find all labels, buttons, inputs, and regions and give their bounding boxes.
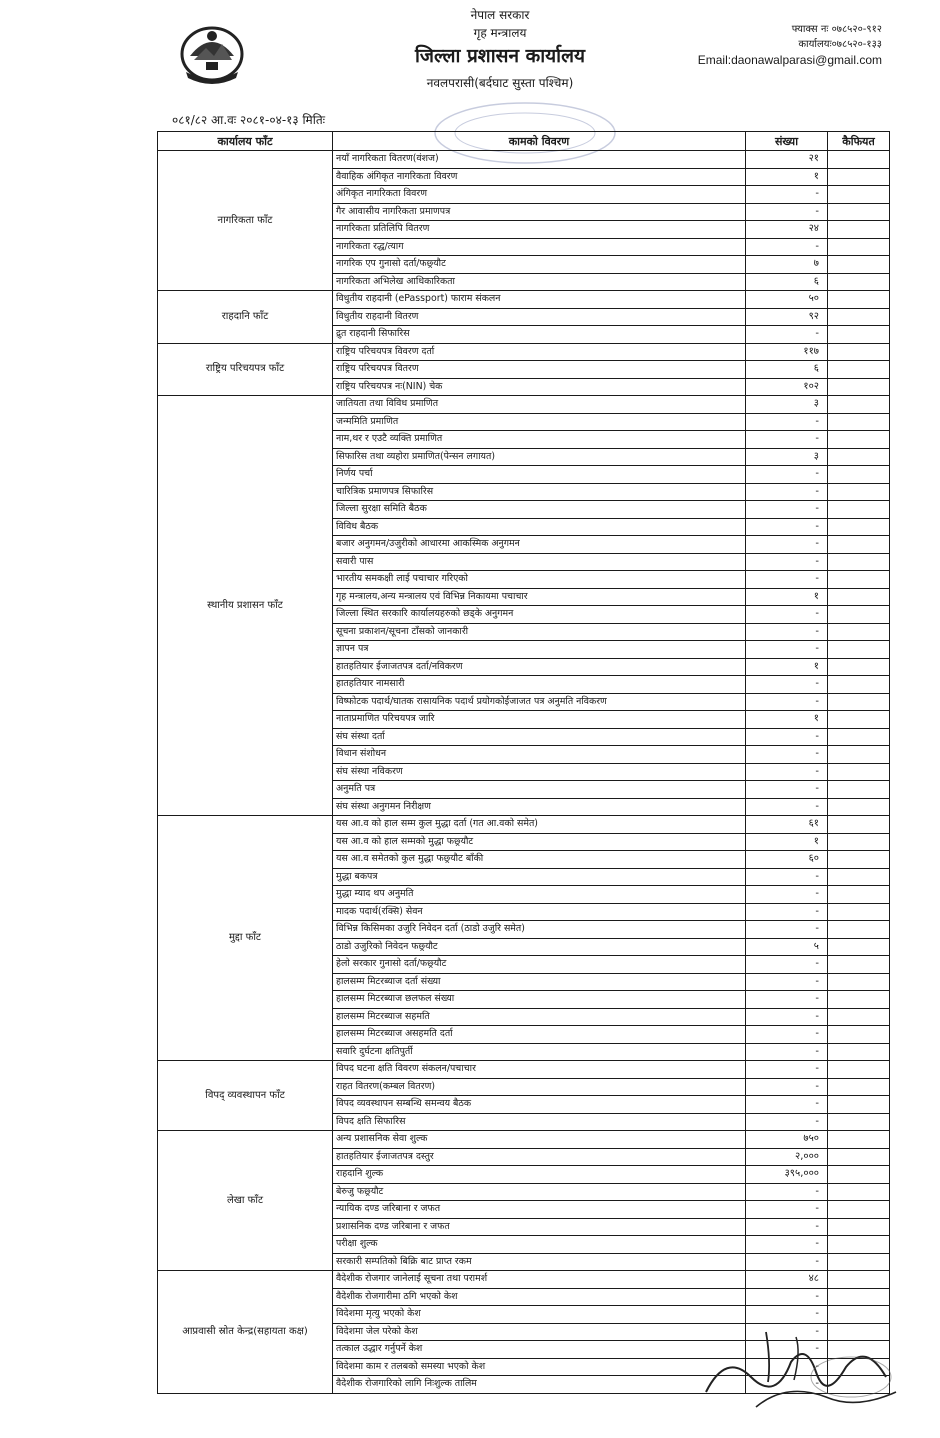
remarks-cell	[828, 571, 890, 589]
government-name: नेपाल सरकार	[470, 8, 530, 22]
count-cell: -	[746, 868, 828, 886]
description-cell: हेलो सरकार गुनासो दर्ता/फछ्र्यौट	[333, 956, 746, 974]
remarks-cell	[828, 1043, 890, 1061]
count-cell: -	[746, 606, 828, 624]
column-header-description: कामको विवरण	[333, 132, 746, 151]
count-cell: -	[746, 1096, 828, 1114]
count-cell: ६०	[746, 851, 828, 869]
remarks-cell	[828, 1061, 890, 1079]
description-cell: यस आ.व को हाल सम्मको मुद्धा फछ्र्यौट	[333, 833, 746, 851]
description-cell: विष्फोटक पदार्थ/घातक रासायनिक पदार्थ प्रयोगकोईजाजत पत्र अनुमति नविकरण	[333, 693, 746, 711]
description-cell: नागरिक एप गुनासो दर्ता/फछ्र्यौट	[333, 256, 746, 274]
count-cell: ७	[746, 256, 828, 274]
count-cell: -	[746, 903, 828, 921]
table-row	[158, 343, 890, 361]
description-cell: विधुतीय राहदानी वितरण	[333, 308, 746, 326]
remarks-cell	[828, 816, 890, 834]
section-name-cell: आप्रवासी स्रोत केन्द्र(सहायता कक्ष)	[158, 1271, 333, 1394]
section-name-cell: विपद् व्यवस्थापन फाँट	[158, 1061, 333, 1131]
column-header-section: कार्यालय फाँट	[158, 132, 333, 151]
description-cell: बेरुजु फछ्र्यौट	[333, 1183, 746, 1201]
remarks-cell	[828, 1078, 890, 1096]
remarks-cell	[828, 1201, 890, 1219]
count-cell: -	[746, 326, 828, 344]
table-row	[158, 151, 890, 169]
reference-line: ०८१/८२ आ.वः २०८१-०४-१३ मितिः	[172, 113, 326, 127]
count-cell: -	[746, 623, 828, 641]
remarks-cell	[828, 326, 890, 344]
count-cell: ३९५,०००	[746, 1166, 828, 1184]
count-cell: -	[746, 466, 828, 484]
description-cell: राष्ट्रिय परिचयपत्र नः(NIN) चेक	[333, 378, 746, 396]
count-cell: १	[746, 833, 828, 851]
contact-info	[660, 22, 882, 68]
remarks-cell	[828, 238, 890, 256]
remarks-cell	[828, 308, 890, 326]
remarks-cell	[828, 273, 890, 291]
description-cell: हातहतियार ईजाजतपत्र दर्ता/नविकरण	[333, 658, 746, 676]
count-cell: -	[746, 991, 828, 1009]
remarks-cell	[828, 658, 890, 676]
count-cell: -	[746, 1341, 828, 1359]
remarks-cell	[828, 781, 890, 799]
remarks-cell	[828, 501, 890, 519]
remarks-cell	[828, 396, 890, 414]
remarks-cell	[828, 588, 890, 606]
count-cell: -	[746, 203, 828, 221]
remarks-cell	[828, 1148, 890, 1166]
count-cell: ५०	[746, 291, 828, 309]
description-cell: चारित्रिक प्रमाणपत्र सिफारिस	[333, 483, 746, 501]
description-cell: नागरिकता प्रतिलिपि वितरण	[333, 221, 746, 239]
description-cell: अन्य प्रशासनिक सेवा शुल्क	[333, 1131, 746, 1149]
description-cell: संघ संस्था नविकरण	[333, 763, 746, 781]
description-cell: विपद क्षति सिफारिस	[333, 1113, 746, 1131]
report-table-wrapper	[157, 131, 889, 1394]
district-name: नवलपरासी(बर्दघाट सुस्ता पश्चिम)	[426, 76, 574, 90]
remarks-cell	[828, 1113, 890, 1131]
count-cell: ६	[746, 361, 828, 379]
count-cell: -	[746, 746, 828, 764]
section-name-cell: मुद्दा फाँट	[158, 816, 333, 1061]
count-cell: ५	[746, 938, 828, 956]
description-cell: सवारी पास	[333, 553, 746, 571]
remarks-cell	[828, 676, 890, 694]
remarks-cell	[828, 553, 890, 571]
remarks-cell	[828, 1183, 890, 1201]
table-row	[158, 1131, 890, 1149]
description-cell: परीक्षा शुल्क	[333, 1236, 746, 1254]
remarks-cell	[828, 623, 890, 641]
remarks-cell	[828, 1131, 890, 1149]
description-cell: जिल्ला सुरक्षा समिति बैठक	[333, 501, 746, 519]
count-cell: -	[746, 1358, 828, 1376]
remarks-cell	[828, 1253, 890, 1271]
count-cell: -	[746, 1061, 828, 1079]
description-cell: विपद व्यवस्थापन सम्बन्धि समन्वय बैठक	[333, 1096, 746, 1114]
remarks-cell	[828, 641, 890, 659]
count-cell: १	[746, 168, 828, 186]
remarks-cell	[828, 711, 890, 729]
count-cell: -	[746, 1201, 828, 1219]
count-cell: -	[746, 413, 828, 431]
count-cell: -	[746, 571, 828, 589]
description-cell: नागरिकता अभिलेख आधिकारिकता	[333, 273, 746, 291]
description-cell: मुद्धा बकपत्र	[333, 868, 746, 886]
description-cell: विधुतीय राहदानी (ePassport) फाराम संकलन	[333, 291, 746, 309]
count-cell: १	[746, 588, 828, 606]
remarks-cell	[828, 1026, 890, 1044]
remarks-cell	[828, 991, 890, 1009]
table-row	[158, 816, 890, 834]
count-cell: -	[746, 728, 828, 746]
description-cell: संघ संस्था अनुगमन निरीक्षण	[333, 798, 746, 816]
remarks-cell	[828, 343, 890, 361]
description-cell: नाताप्रमाणित परिचयपत्र जारि	[333, 711, 746, 729]
count-cell: -	[746, 1078, 828, 1096]
table-body	[158, 151, 890, 1394]
description-cell: सूचना प्रकाशन/सूचना टाँसको जानकारी	[333, 623, 746, 641]
description-cell: गृह मन्त्रालय,अन्य मन्त्रालय एवं विभिन्न निकायमा पचाचार	[333, 588, 746, 606]
description-cell: सरकारी सम्पतिको बिक्रि बाट प्राप्त रकम	[333, 1253, 746, 1271]
table-row	[158, 1061, 890, 1079]
description-cell: विदेशमा मृत्यु भएको केश	[333, 1306, 746, 1324]
handwritten-signature-icon	[696, 1322, 906, 1422]
count-cell: -	[746, 641, 828, 659]
fax-number: फ्याक्स नः ०७८५२०-९१२	[791, 24, 882, 35]
remarks-cell	[828, 151, 890, 169]
count-cell: -	[746, 973, 828, 991]
remarks-cell	[828, 693, 890, 711]
description-cell: विभिन्न किसिमका उजुरि निवेदन दर्ता (ठाडो उजुरि समेत)	[333, 921, 746, 939]
description-cell: द्रुत राहदानी सिफारिस	[333, 326, 746, 344]
section-name-cell: राहदानि फाँट	[158, 291, 333, 344]
section-name-cell: स्थानीय प्रशासन फाँट	[158, 396, 333, 816]
remarks-cell	[828, 1166, 890, 1184]
remarks-cell	[828, 536, 890, 554]
remarks-cell	[828, 518, 890, 536]
description-cell: नाम,थर र एउटै व्यक्ति प्रमाणित	[333, 431, 746, 449]
remarks-cell	[828, 221, 890, 239]
count-cell: -	[746, 483, 828, 501]
description-cell: राष्ट्रिय परिचयपत्र वितरण	[333, 361, 746, 379]
description-cell: संघ संस्था दर्ता	[333, 728, 746, 746]
count-cell: -	[746, 1376, 828, 1394]
count-cell: ७५०	[746, 1131, 828, 1149]
remarks-cell	[828, 413, 890, 431]
remarks-cell	[828, 186, 890, 204]
remarks-cell	[828, 483, 890, 501]
count-cell: -	[746, 781, 828, 799]
count-cell: १०२	[746, 378, 828, 396]
description-cell: हालसम्म मिटरब्याज असहमति दर्ता	[333, 1026, 746, 1044]
count-cell: ६	[746, 273, 828, 291]
description-cell: वैदेशीक रोजगारीमा ठगि भएको केश	[333, 1288, 746, 1306]
description-cell: हातहतियार नामसारी	[333, 676, 746, 694]
remarks-cell	[828, 431, 890, 449]
description-cell: राहत वितरण(कम्बल वितरण)	[333, 1078, 746, 1096]
table-row	[158, 1271, 890, 1289]
column-header-remarks: कैफियत	[828, 132, 890, 151]
remarks-cell	[828, 1236, 890, 1254]
count-cell: -	[746, 1113, 828, 1131]
description-cell: गैर आवासीय नागरिकता प्रमाणपत्र	[333, 203, 746, 221]
section-name-cell: नागरिकता फाँट	[158, 151, 333, 291]
count-cell: -	[746, 956, 828, 974]
remarks-cell	[828, 938, 890, 956]
table-row	[158, 291, 890, 309]
letterhead	[350, 6, 650, 92]
description-cell: हातहतियार ईजाजतपत्र दस्तुर	[333, 1148, 746, 1166]
description-cell: ज्ञापन पत्र	[333, 641, 746, 659]
count-cell: -	[746, 1183, 828, 1201]
report-table	[157, 131, 890, 1394]
description-cell: अनुमति पत्र	[333, 781, 746, 799]
remarks-cell	[828, 868, 890, 886]
remarks-cell	[828, 1096, 890, 1114]
count-cell: -	[746, 238, 828, 256]
count-cell: ३	[746, 448, 828, 466]
description-cell: विधान संशोधन	[333, 746, 746, 764]
description-cell: न्यायिक दण्ड जरिबाना र जफत	[333, 1201, 746, 1219]
description-cell: ठाडो उजुरिको निवेदन फछ्र्यौट	[333, 938, 746, 956]
description-cell: नयाँ नागरिकता वितरण(वंशज)	[333, 151, 746, 169]
description-cell: हालसम्म मिटरब्याज दर्ता संख्या	[333, 973, 746, 991]
remarks-cell	[828, 203, 890, 221]
count-cell: -	[746, 1043, 828, 1061]
remarks-cell	[828, 851, 890, 869]
remarks-cell	[828, 763, 890, 781]
remarks-cell	[828, 956, 890, 974]
count-cell: -	[746, 693, 828, 711]
count-cell: २,०००	[746, 1148, 828, 1166]
count-cell: -	[746, 1288, 828, 1306]
remarks-cell	[828, 1288, 890, 1306]
count-cell: -	[746, 1026, 828, 1044]
description-cell: अंगिकृत नागरिकता विवरण	[333, 186, 746, 204]
remarks-cell	[828, 973, 890, 991]
remarks-cell	[828, 728, 890, 746]
remarks-cell	[828, 466, 890, 484]
count-cell: -	[746, 1323, 828, 1341]
office-name: जिल्ला प्रशासन कार्यालय	[414, 45, 586, 67]
count-cell: -	[746, 1008, 828, 1026]
remarks-cell	[828, 448, 890, 466]
description-cell: मादक पदार्थ(रक्सि) सेवन	[333, 903, 746, 921]
count-cell: -	[746, 1253, 828, 1271]
count-cell: -	[746, 886, 828, 904]
count-cell: -	[746, 1218, 828, 1236]
description-cell: जिल्ला स्थित सरकारि कार्यालयहरुको छड्के अनुगमन	[333, 606, 746, 624]
description-cell: राहदानि शुल्क	[333, 1166, 746, 1184]
remarks-cell	[828, 1271, 890, 1289]
count-cell: -	[746, 763, 828, 781]
description-cell: बजार अनुगमन/उजुरीको आधारमा आकस्मिक अनुगमन	[333, 536, 746, 554]
count-cell: ९२	[746, 308, 828, 326]
remarks-cell	[828, 886, 890, 904]
description-cell: जन्ममिति प्रमाणित	[333, 413, 746, 431]
count-cell: १	[746, 658, 828, 676]
description-cell: निर्णय पर्चा	[333, 466, 746, 484]
remarks-cell	[828, 361, 890, 379]
remarks-cell	[828, 1306, 890, 1324]
count-cell: -	[746, 431, 828, 449]
description-cell: वैदेशीक रोजगारिको लागि निःशुल्क तालिम	[333, 1376, 746, 1394]
description-cell: भारतीय समकक्षी लाई पचाचार गरिएको	[333, 571, 746, 589]
column-header-count: संख्या	[746, 132, 828, 151]
count-cell: -	[746, 798, 828, 816]
count-cell: ११७	[746, 343, 828, 361]
remarks-cell	[828, 291, 890, 309]
description-cell: राष्ट्रिय परिचयपत्र विवरण दर्ता	[333, 343, 746, 361]
count-cell: -	[746, 553, 828, 571]
count-cell: ४८	[746, 1271, 828, 1289]
remarks-cell	[828, 921, 890, 939]
description-cell: हालसम्म मिटरब्याज सहमति	[333, 1008, 746, 1026]
remarks-cell	[828, 378, 890, 396]
remarks-cell	[828, 833, 890, 851]
description-cell: प्रशासनिक दण्ड जरिबाना र जफत	[333, 1218, 746, 1236]
section-name-cell: लेखा फाँट	[158, 1131, 333, 1271]
remarks-cell	[828, 606, 890, 624]
remarks-cell	[828, 903, 890, 921]
count-cell: १	[746, 711, 828, 729]
description-cell: विविध बैठक	[333, 518, 746, 536]
count-cell: २४	[746, 221, 828, 239]
description-cell: यस आ.व समेतको कुल मुद्धा फछ्र्यौट बाँकी	[333, 851, 746, 869]
description-cell: सिफारिस तथा व्यहोरा प्रमाणित(पेन्सन लगायत)	[333, 448, 746, 466]
remarks-cell	[828, 168, 890, 186]
count-cell: ६१	[746, 816, 828, 834]
count-cell: -	[746, 1236, 828, 1254]
description-cell: सवारि दुर्घटना क्षतिपुर्ती	[333, 1043, 746, 1061]
description-cell: विदेशमा काम र तलबको समस्या भएको केश	[333, 1358, 746, 1376]
office-phone: कार्यालयः०७८५२०-१३३	[798, 39, 882, 50]
remarks-cell	[828, 746, 890, 764]
remarks-cell	[828, 798, 890, 816]
count-cell: २१	[746, 151, 828, 169]
count-cell: -	[746, 676, 828, 694]
ministry-name: गृह मन्त्रालय	[473, 26, 527, 40]
remarks-cell	[828, 1008, 890, 1026]
description-cell: विपद घटना क्षति विवरण संकलन/पचाचार	[333, 1061, 746, 1079]
count-cell: -	[746, 536, 828, 554]
table-row	[158, 396, 890, 414]
section-name-cell: राष्ट्रिय परिचयपत्र फाँट	[158, 343, 333, 396]
description-cell: विदेशमा जेल परेको केश	[333, 1323, 746, 1341]
nepal-government-emblem-icon	[176, 20, 248, 86]
email-address: Email:daonawalparasi@gmail.com	[697, 53, 882, 67]
remarks-cell	[828, 256, 890, 274]
count-cell: ३	[746, 396, 828, 414]
count-cell: -	[746, 518, 828, 536]
table-header-row	[158, 132, 890, 151]
count-cell: -	[746, 921, 828, 939]
count-cell: -	[746, 1306, 828, 1324]
remarks-cell	[828, 1218, 890, 1236]
count-cell: -	[746, 186, 828, 204]
description-cell: नागरिकता रद्ध/त्याग	[333, 238, 746, 256]
description-cell: मुद्धा म्याद थप अनुमति	[333, 886, 746, 904]
description-cell: जातियता तथा विविध प्रमाणित	[333, 396, 746, 414]
description-cell: तत्काल उद्धार गर्नुपर्ने केश	[333, 1341, 746, 1359]
description-cell: हालसम्म मिटरब्याज छलफल संख्या	[333, 991, 746, 1009]
count-cell: -	[746, 501, 828, 519]
description-cell: वैवाहिक अंगिकृत नागरिकता विवरण	[333, 168, 746, 186]
description-cell: यस आ.व को हाल सम्म कुल मुद्धा दर्ता (गत आ.वको समेत)	[333, 816, 746, 834]
description-cell: वैदेशीक रोजगार जानेलाई सूचना तथा परामर्श	[333, 1271, 746, 1289]
